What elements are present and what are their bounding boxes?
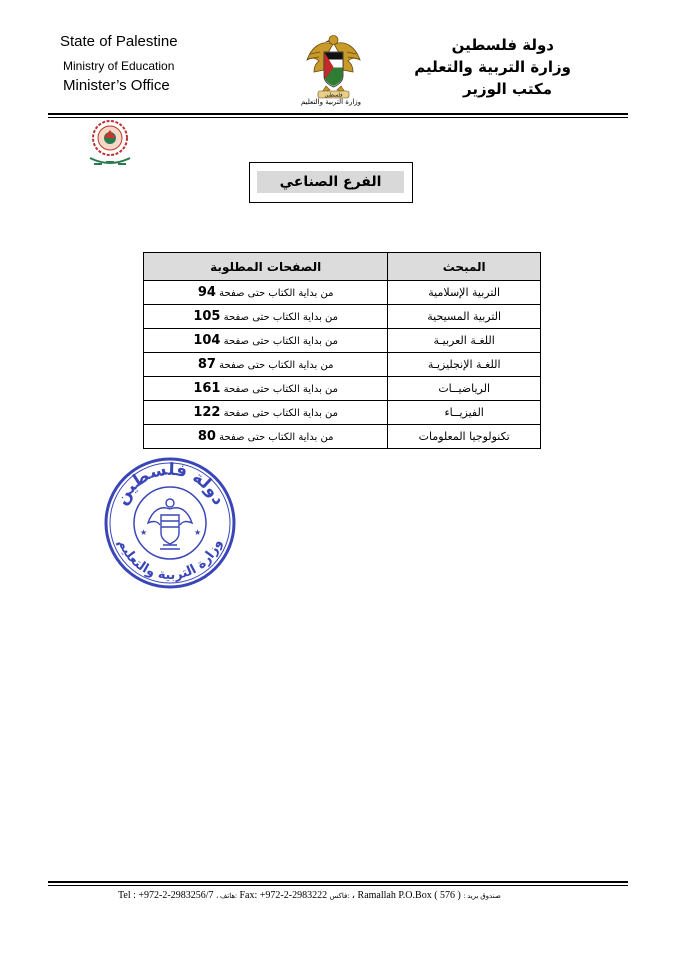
pages-cell [144, 377, 388, 401]
footer-tel-label: Tel [118, 890, 131, 901]
footer-tel-value: : +972-2-2983256/7 [133, 890, 214, 901]
pages-cell [144, 401, 388, 425]
page-number: 161 [193, 381, 221, 396]
subjects-table [143, 252, 541, 449]
page-number: 80 [197, 429, 216, 444]
footer-fax-value: +972-2-2983222 [259, 890, 328, 901]
ministry-stamp [100, 453, 240, 593]
footer-pobox-ar: : صندوق بريد [463, 892, 501, 900]
page-number: 87 [197, 357, 216, 372]
branch-title-box [249, 162, 413, 203]
pages-cell [144, 353, 388, 377]
table-row [144, 281, 541, 305]
emblem-scroll-text: فلسطين [324, 92, 343, 99]
exam-seal-logo-icon [80, 118, 140, 173]
table-row [144, 305, 541, 329]
subject-cell: اللغـة الإنجليزيـة [388, 353, 541, 377]
footer-divider [48, 881, 628, 883]
subject-cell: اللغـة العربيـة [388, 329, 541, 353]
subject-cell: الفيزيــاء [388, 401, 541, 425]
page-number: 104 [193, 333, 221, 348]
table-header-row [144, 253, 541, 281]
pages-prefix: من بداية الكتاب حتى صفحة [219, 288, 334, 299]
office-name-ar: مكتب الوزير [462, 80, 552, 98]
branch-title: الفرع الصناعي [257, 171, 404, 193]
svg-text:دولة فلسطين [111, 459, 228, 508]
pages-prefix: من بداية الكتاب حتى صفحة [223, 336, 339, 347]
pages-prefix: من بداية الكتاب حتى صفحة [223, 384, 339, 395]
pages-prefix: من بداية الكتاب حتى صفحة [219, 432, 334, 443]
footer-fax-ar: فاكس: [329, 892, 350, 900]
footer-contact [118, 890, 588, 901]
pages-cell [144, 329, 388, 353]
stamp-top-text: دولة فلسطين [111, 459, 229, 509]
table-row [144, 329, 541, 353]
stamp-star-icon: ★ [194, 528, 202, 537]
stamp-eagle-icon [148, 499, 192, 549]
stamp-bottom-text: وزارة التربية والتعليم [114, 537, 226, 584]
ministry-name-ar: وزارة التربية والتعليم [414, 58, 571, 76]
office-name-en: Minister’s Office [63, 77, 170, 94]
emblem-caption: وزارة التربية والتعليم [300, 98, 362, 106]
column-header-subject: المبحث [388, 253, 541, 281]
page-number: 122 [193, 405, 221, 420]
footer-pobox: Ramallah P.O.Box ( 576 ) [357, 890, 461, 901]
pages-cell [144, 425, 388, 449]
footer-separator: ، [351, 890, 356, 901]
state-title-ar: دولة فلسطين [451, 36, 554, 54]
footer-tel-ar: ، هاتف: [216, 892, 237, 900]
header-divider [48, 113, 628, 115]
table-row [144, 425, 541, 449]
page-number: 105 [193, 309, 221, 324]
table-row [144, 353, 541, 377]
table-row [144, 401, 541, 425]
subject-cell: الرياضيــات [388, 377, 541, 401]
pages-cell [144, 281, 388, 305]
state-title-en: State of Palestine [60, 33, 178, 50]
pages-prefix: من بداية الكتاب حتى صفحة [219, 360, 334, 371]
ministry-name-en: Ministry of Education [63, 59, 175, 73]
page-number: 94 [197, 285, 216, 300]
subject-cell: تكنولوجيا المعلومات [388, 425, 541, 449]
pages-prefix: من بداية الكتاب حتى صفحة [223, 312, 339, 323]
subject-cell: التربية الإسلامية [388, 281, 541, 305]
footer-fax-label: Fax: [239, 890, 258, 901]
table-row [144, 377, 541, 401]
subject-cell: التربية المسيحية [388, 305, 541, 329]
stamp-star-icon: ★ [140, 528, 148, 537]
pages-prefix: من بداية الكتاب حتى صفحة [223, 408, 339, 419]
footer-divider-thin [48, 885, 628, 886]
pages-cell [144, 305, 388, 329]
column-header-pages: الصفحات المطلوبة [144, 253, 388, 281]
